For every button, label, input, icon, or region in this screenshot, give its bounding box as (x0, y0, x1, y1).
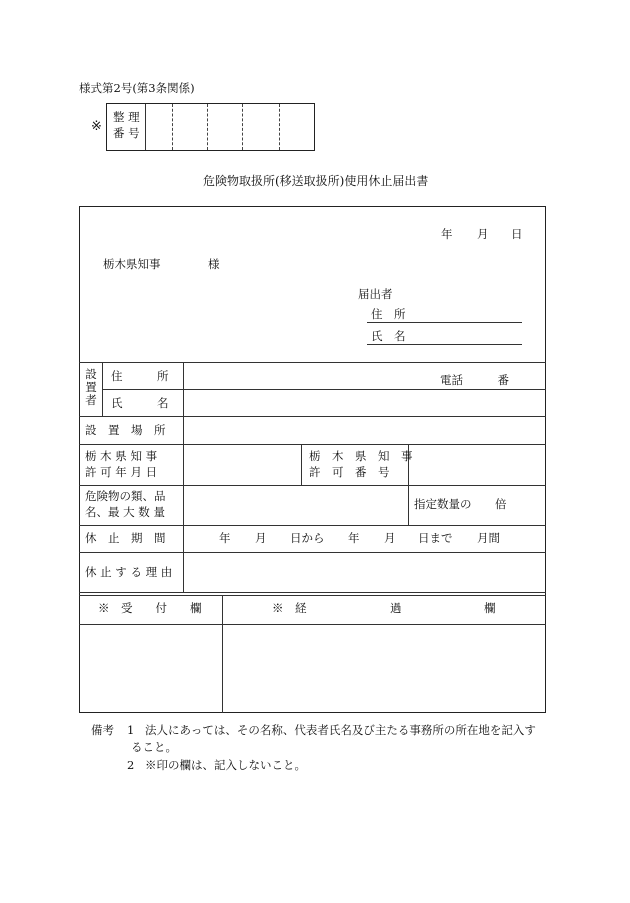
reference-mark: ※ (91, 119, 102, 134)
form-number: 様式第2号(第3条関係) (79, 81, 195, 95)
permit-date-label-2: 許 可 年 月 日 (85, 465, 158, 479)
permit-date-label-1: 栃 木 県 知 事 (85, 449, 158, 463)
permit-number-label-2: 許 可 番 号 (309, 465, 390, 479)
period-until: 日まで (418, 531, 453, 545)
addressee: 栃木県知事 (103, 257, 161, 271)
permit-number-label-1: 栃 木 県 知 事 (309, 449, 413, 463)
period-months: 月間 (477, 531, 500, 545)
page-title: 危険物取扱所(移送取扱所)使用休止届出書 (203, 174, 429, 188)
reference-label-line2: 番 号 (113, 126, 140, 140)
notes-heading: 備考 (91, 723, 114, 737)
note-1-line-2: ること。 (131, 740, 177, 754)
notifier-name-line (367, 344, 522, 345)
note-1-line-1: 法人にあっては、その名称、代表者氏名及び主たる事務所の所在地を記入す (145, 723, 536, 737)
date-day: 日 (511, 227, 523, 241)
designated-quantity-label: 指定数量の (414, 497, 472, 511)
reception-column-header: ※ 受 付 欄 (98, 601, 202, 615)
reference-label-line1: 整 理 (113, 110, 140, 124)
note-2-text: ※印の欄は、記入しないこと。 (145, 758, 306, 772)
installer-address-label: 住 所 (111, 369, 169, 383)
reason-label: 休 止 す る 理 由 (85, 565, 173, 579)
period-month-2: 月 (384, 531, 396, 545)
honorific: 様 (208, 257, 220, 271)
installer-label: 設置者 (85, 367, 97, 407)
progress-column-header-end: 欄 (484, 601, 496, 615)
date-month: 月 (477, 227, 489, 241)
period-month-1: 月 (255, 531, 267, 545)
period-from: 日から (290, 531, 325, 545)
notifier-address-line (367, 322, 522, 323)
times-label: 倍 (495, 497, 507, 511)
note-2-number: 2 (127, 758, 135, 772)
period-year-2: 年 (348, 531, 360, 545)
installer-name-label: 氏 名 (111, 396, 169, 410)
period-year-1: 年 (219, 531, 231, 545)
progress-column-header-mid: 過 (390, 601, 402, 615)
note-1-number: 1 (127, 723, 135, 737)
date-year: 年 (441, 227, 453, 241)
hazmat-label-1: 危険物の類、品 (85, 489, 166, 503)
location-label: 設 置 場 所 (85, 423, 166, 437)
phone-label: 電話 番 (440, 373, 509, 387)
notifier-address-label: 住 所 (371, 307, 406, 321)
notifier-name-label: 氏 名 (371, 329, 406, 343)
progress-column-header-start: ※ 経 (272, 601, 307, 615)
hazmat-label-2: 名、最 大 数 量 (85, 505, 165, 519)
notifier-label: 届出者 (358, 287, 393, 301)
suspension-period-label: 休 止 期 間 (85, 531, 166, 545)
